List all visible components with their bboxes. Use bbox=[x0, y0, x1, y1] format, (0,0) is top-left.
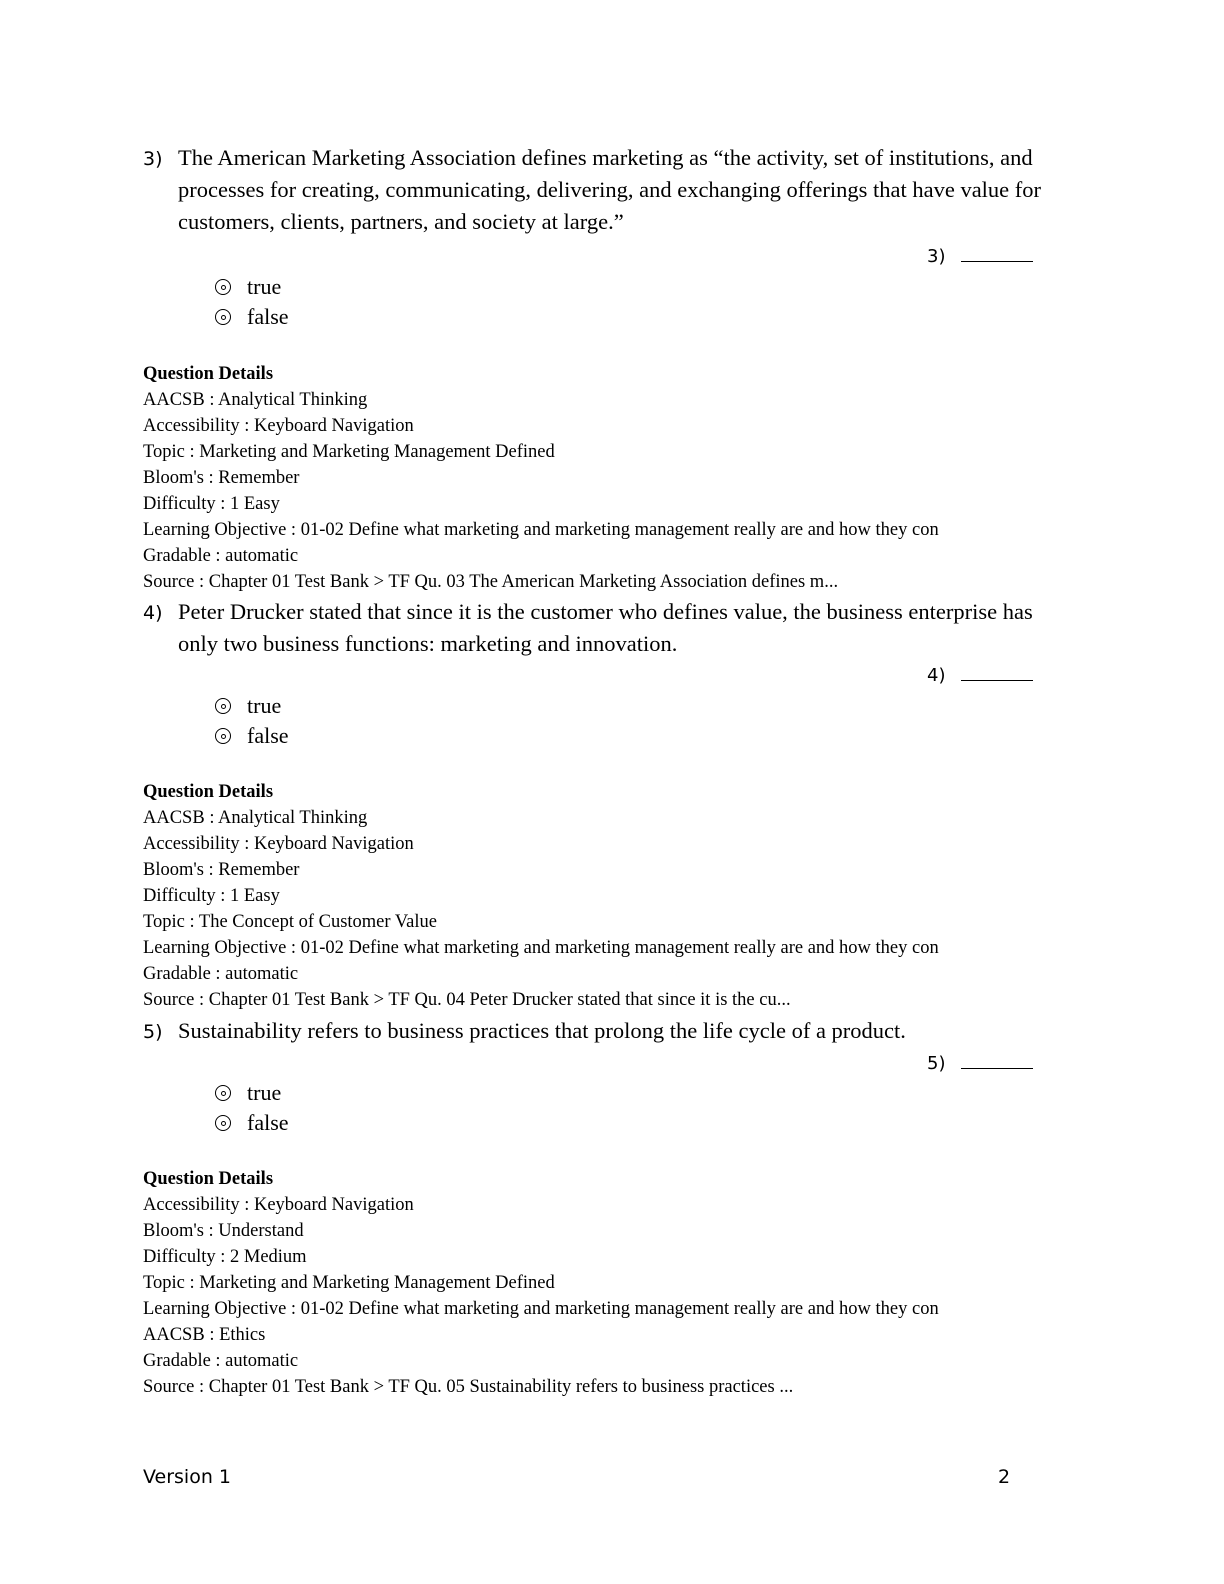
answer-label: 3) bbox=[927, 246, 946, 267]
detail-row: Learning Objective : 01-02 Define what marketing and marketing management really are and how they con bbox=[143, 938, 939, 958]
details-title: Question Details bbox=[143, 364, 274, 384]
answer-label: 5) bbox=[927, 1053, 946, 1074]
detail-row: AACSB : Ethics bbox=[143, 1325, 266, 1345]
option-false[interactable] bbox=[215, 303, 289, 331]
question-text: Peter Drucker stated that since it is the customer who defines value, the business enterprise has only two business functions: marketing and innovation. bbox=[178, 599, 1033, 656]
answer-underline bbox=[961, 664, 1033, 681]
option-label: true bbox=[247, 274, 282, 299]
option-label: true bbox=[247, 1080, 282, 1105]
radio-icon[interactable] bbox=[215, 698, 231, 714]
answer-blank[interactable] bbox=[927, 1052, 1033, 1074]
detail-row: Bloom's : Remember bbox=[143, 468, 300, 488]
option-label: false bbox=[247, 723, 289, 748]
detail-row: Source : Chapter 01 Test Bank > TF Qu. 04 Peter Drucker stated that since it is the cu... bbox=[143, 990, 791, 1010]
detail-row: Bloom's : Understand bbox=[143, 1221, 304, 1241]
question-number: 5) bbox=[143, 1021, 163, 1043]
radio-icon[interactable] bbox=[215, 728, 231, 744]
question-text: The American Marketing Association defines marketing as “the activity, set of institutions, and processes for creating, communicating, delivering, and exchanging offerings that have value for customers, clients, partners, and society at large.” bbox=[178, 145, 1042, 234]
detail-row: Accessibility : Keyboard Navigation bbox=[143, 1195, 414, 1215]
radio-icon[interactable] bbox=[215, 1115, 231, 1131]
detail-row: Learning Objective : 01-02 Define what marketing and marketing management really are and how they con bbox=[143, 1299, 939, 1319]
detail-row: Source : Chapter 01 Test Bank > TF Qu. 05 Sustainability refers to business practices ... bbox=[143, 1377, 794, 1397]
detail-row: AACSB : Analytical Thinking bbox=[143, 390, 368, 410]
option-false[interactable] bbox=[215, 722, 289, 750]
option-label: false bbox=[247, 1110, 289, 1135]
detail-row: Accessibility : Keyboard Navigation bbox=[143, 416, 414, 436]
detail-row: Gradable : automatic bbox=[143, 1351, 299, 1371]
detail-row: Topic : The Concept of Customer Value bbox=[143, 912, 437, 932]
answer-blank[interactable] bbox=[927, 245, 1033, 267]
footer-version: Version 1 bbox=[143, 1466, 231, 1488]
question-details bbox=[143, 779, 1143, 1013]
detail-row: Gradable : automatic bbox=[143, 964, 299, 984]
option-label: false bbox=[247, 304, 289, 329]
question-number: 3) bbox=[143, 148, 163, 170]
detail-row: Source : Chapter 01 Test Bank > TF Qu. 03 The American Marketing Association defines m... bbox=[143, 572, 839, 592]
option-true[interactable] bbox=[215, 273, 281, 301]
answer-underline bbox=[961, 245, 1033, 262]
radio-icon[interactable] bbox=[215, 309, 231, 325]
option-true[interactable] bbox=[215, 692, 281, 720]
option-label: true bbox=[247, 693, 282, 718]
question-text: Sustainability refers to business practices that prolong the life cycle of a product. bbox=[178, 1018, 906, 1043]
details-title: Question Details bbox=[143, 782, 274, 802]
detail-row: Difficulty : 1 Easy bbox=[143, 494, 280, 514]
details-title: Question Details bbox=[143, 1169, 274, 1189]
option-false[interactable] bbox=[215, 1109, 289, 1137]
question-details bbox=[143, 361, 1143, 595]
answer-underline bbox=[961, 1052, 1033, 1069]
detail-row: Accessibility : Keyboard Navigation bbox=[143, 834, 414, 854]
answer-blank[interactable] bbox=[927, 664, 1033, 686]
question-details bbox=[143, 1166, 1143, 1400]
detail-row: Difficulty : 1 Easy bbox=[143, 886, 280, 906]
detail-row: Difficulty : 2 Medium bbox=[143, 1247, 307, 1267]
radio-icon[interactable] bbox=[215, 1085, 231, 1101]
detail-row: AACSB : Analytical Thinking bbox=[143, 808, 368, 828]
detail-row: Bloom's : Remember bbox=[143, 860, 300, 880]
question-number: 4) bbox=[143, 602, 163, 624]
detail-row: Gradable : automatic bbox=[143, 546, 299, 566]
footer-page-number: 2 bbox=[998, 1466, 1011, 1488]
option-true[interactable] bbox=[215, 1079, 281, 1107]
detail-row: Topic : Marketing and Marketing Management Defined bbox=[143, 442, 555, 462]
detail-row: Learning Objective : 01-02 Define what marketing and marketing management really are and how they con bbox=[143, 520, 939, 540]
radio-icon[interactable] bbox=[215, 279, 231, 295]
detail-row: Topic : Marketing and Marketing Management Defined bbox=[143, 1273, 555, 1293]
answer-label: 4) bbox=[927, 665, 946, 686]
